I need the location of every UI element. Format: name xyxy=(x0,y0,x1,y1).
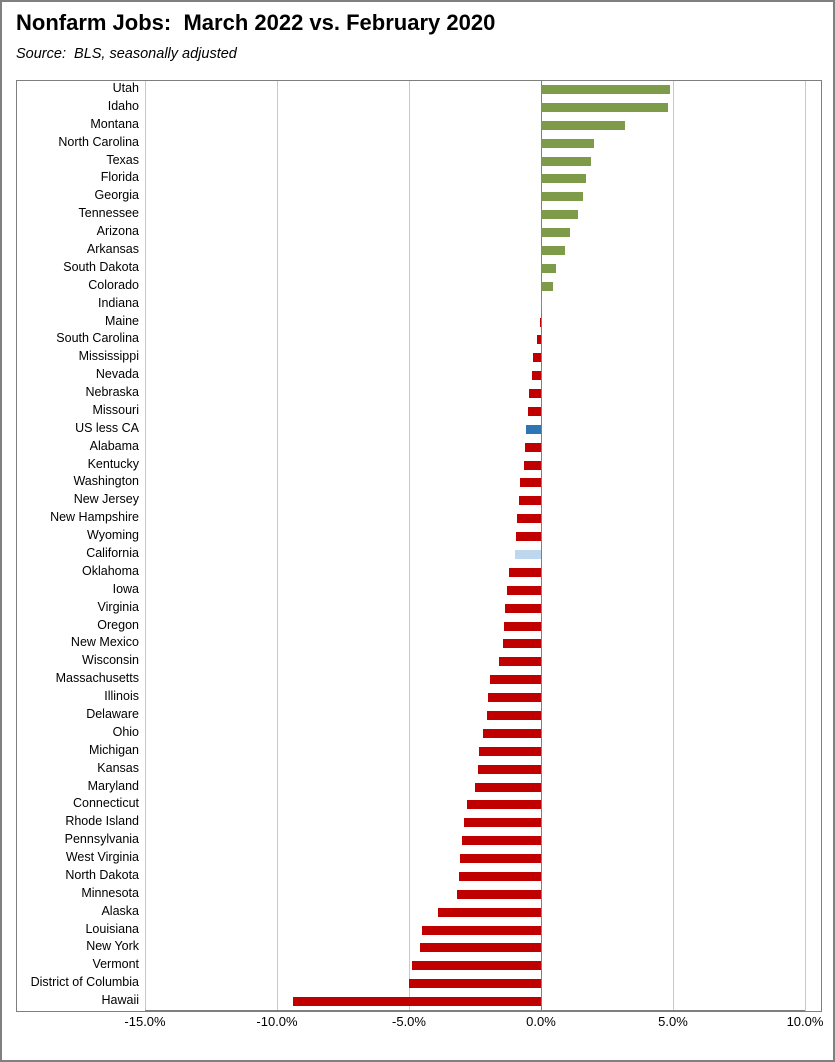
bar-row xyxy=(65,867,805,887)
category-label: Utah xyxy=(112,81,139,95)
bar xyxy=(519,496,541,505)
bar-row xyxy=(65,814,805,833)
bar xyxy=(540,318,541,327)
bar xyxy=(541,192,583,201)
bar xyxy=(541,246,565,255)
category-label: Oregon xyxy=(97,617,139,632)
category-label: Ohio xyxy=(112,724,139,739)
category-label: Arizona xyxy=(96,224,139,239)
bar xyxy=(483,729,541,738)
bar xyxy=(422,926,541,935)
bar xyxy=(541,121,625,130)
category-label: Minnesota xyxy=(81,885,139,900)
bar-row xyxy=(30,975,805,994)
bar xyxy=(409,979,541,988)
category-label: Missouri xyxy=(92,402,139,417)
bar-row xyxy=(97,295,805,315)
category-label: Vermont xyxy=(92,957,139,972)
x-tick-label: -5.0% xyxy=(392,1014,426,1029)
bar-series xyxy=(30,81,805,1011)
bar xyxy=(532,371,541,380)
bar-row xyxy=(72,796,805,815)
bar xyxy=(515,550,541,559)
bar xyxy=(293,997,541,1006)
x-tick-label: -10.0% xyxy=(256,1014,298,1029)
bar xyxy=(517,514,541,523)
bar xyxy=(479,747,541,756)
bar xyxy=(420,943,541,952)
bar xyxy=(528,407,541,416)
bar xyxy=(541,282,553,291)
bar xyxy=(412,961,541,970)
category-label: Washington xyxy=(73,474,139,489)
category-label: Wyoming xyxy=(87,528,139,543)
bar xyxy=(541,174,586,183)
category-label: Kansas xyxy=(97,760,139,775)
bar-row xyxy=(56,331,805,350)
category-label: Delaware xyxy=(86,706,139,721)
bar xyxy=(460,854,541,863)
bar-row xyxy=(92,957,805,976)
bar xyxy=(520,478,541,487)
category-label: Alabama xyxy=(89,438,139,453)
bar-row xyxy=(75,420,805,440)
x-tick-label: 5.0% xyxy=(658,1014,688,1029)
category-label: South Carolina xyxy=(56,331,139,346)
category-label: Georgia xyxy=(94,188,139,203)
bar-row xyxy=(112,581,805,601)
bar-row xyxy=(86,939,805,958)
bar xyxy=(464,818,541,827)
bar xyxy=(541,139,594,148)
bar xyxy=(541,228,570,237)
bar-row xyxy=(96,224,805,243)
bar-row xyxy=(97,599,805,619)
bar-row xyxy=(81,885,805,905)
category-label: Montana xyxy=(90,116,139,131)
plot-area xyxy=(30,81,805,1011)
category-label: Louisiana xyxy=(85,921,139,936)
category-label: New Mexico xyxy=(70,635,139,650)
category-label: New Hampshire xyxy=(50,510,139,525)
category-label: Nevada xyxy=(95,367,139,382)
category-label: Mississippi xyxy=(78,349,139,364)
bar xyxy=(475,783,541,792)
bar-row xyxy=(65,850,805,869)
category-label: Michigan xyxy=(88,742,139,757)
category-label: Wisconsin xyxy=(82,653,139,668)
category-label: Hawaii xyxy=(101,993,139,1008)
category-label: Arkansas xyxy=(86,241,139,256)
bar-row xyxy=(82,563,805,583)
category-label: Kentucky xyxy=(87,456,139,471)
bar xyxy=(487,711,541,720)
bar-row xyxy=(92,402,805,422)
bar-row xyxy=(50,510,805,529)
bar-row xyxy=(100,170,805,189)
category-label: California xyxy=(86,546,139,560)
category-label: Virginia xyxy=(97,599,139,614)
bar-row xyxy=(88,277,805,297)
bar-row xyxy=(95,367,805,386)
bar xyxy=(478,765,541,774)
bar-row xyxy=(87,528,805,547)
bar xyxy=(541,210,578,219)
bar xyxy=(526,425,541,434)
bar xyxy=(533,353,541,362)
bar-row xyxy=(104,313,805,333)
category-label: New Jersey xyxy=(73,492,139,507)
bar xyxy=(467,800,541,809)
bar-row xyxy=(82,653,805,672)
bar-row xyxy=(89,438,805,458)
category-label: Florida xyxy=(100,170,139,185)
category-label: Nebraska xyxy=(85,385,139,400)
bar-row xyxy=(73,474,805,493)
gridline xyxy=(805,81,806,1011)
category-label: US less CA xyxy=(75,420,139,435)
category-label: Connecticut xyxy=(72,796,139,811)
category-label: North Carolina xyxy=(58,134,139,149)
bar-row xyxy=(85,385,805,404)
category-label: Maryland xyxy=(87,778,139,793)
x-tick-label: 0.0% xyxy=(526,1014,556,1029)
bar xyxy=(499,657,541,666)
bar-row xyxy=(104,689,805,708)
bar-row xyxy=(64,832,805,851)
bar xyxy=(504,622,541,631)
bar-row xyxy=(63,259,805,279)
bar-row xyxy=(88,742,805,762)
category-label: Indiana xyxy=(97,295,139,310)
bar xyxy=(525,443,541,452)
category-label: Illinois xyxy=(104,689,139,704)
bar-row xyxy=(86,546,805,565)
bar xyxy=(490,675,541,684)
bar-row xyxy=(78,349,805,368)
bar xyxy=(438,908,541,917)
category-label: District of Columbia xyxy=(30,975,139,990)
bar-row xyxy=(73,492,805,511)
category-label: Rhode Island xyxy=(65,814,139,829)
bar-row xyxy=(86,706,805,726)
bar xyxy=(457,890,541,899)
page-title: Nonfarm Jobs: March 2022 vs. February 2020 xyxy=(16,10,496,35)
bar-row xyxy=(55,671,805,690)
bar-row xyxy=(112,81,805,100)
bar-row xyxy=(106,152,805,172)
bar-row xyxy=(94,188,805,207)
category-label: Maine xyxy=(104,313,139,328)
bar-row xyxy=(86,241,805,261)
bar xyxy=(516,532,541,541)
bar-row xyxy=(97,617,805,637)
x-tick-label: 10.0% xyxy=(786,1014,824,1029)
bar-row xyxy=(107,98,805,118)
category-label: Texas xyxy=(106,152,139,167)
bar-row xyxy=(112,724,805,744)
category-label: Tennessee xyxy=(78,206,139,221)
bar-row xyxy=(101,903,805,923)
chart-subtitle: Source: BLS, seasonally adjusted xyxy=(16,46,237,62)
bar xyxy=(505,604,541,613)
bar-row xyxy=(87,456,805,476)
x-axis-line xyxy=(145,1010,805,1011)
bar xyxy=(541,264,556,273)
category-label: New York xyxy=(86,939,139,954)
category-label: West Virginia xyxy=(65,850,139,865)
category-label: Idaho xyxy=(107,98,139,113)
category-label: Massachusetts xyxy=(55,671,139,686)
bar-row xyxy=(58,134,805,154)
category-label: North Dakota xyxy=(65,867,139,882)
bar-row xyxy=(70,635,805,654)
bar xyxy=(537,335,541,344)
category-label: Alaska xyxy=(101,903,139,918)
bar-row xyxy=(90,116,805,136)
bar-row xyxy=(97,760,805,780)
x-tick-label: -15.0% xyxy=(124,1014,166,1029)
bar xyxy=(541,157,591,166)
category-label: South Dakota xyxy=(63,259,139,274)
bar xyxy=(507,586,541,595)
category-label: Oklahoma xyxy=(82,563,139,578)
category-label: Pennsylvania xyxy=(64,832,139,847)
bar xyxy=(529,389,541,398)
bar-row xyxy=(85,921,805,941)
bar xyxy=(541,300,542,309)
category-label: Iowa xyxy=(112,581,139,596)
bar xyxy=(524,461,541,470)
bar xyxy=(488,693,541,702)
bar xyxy=(462,836,541,845)
category-label: Colorado xyxy=(88,277,139,292)
bar-row xyxy=(87,778,805,798)
x-axis-ticks xyxy=(124,1014,824,1034)
bar xyxy=(541,103,668,112)
bar xyxy=(503,639,541,648)
bar-row xyxy=(78,206,805,225)
bar xyxy=(509,568,541,577)
bar xyxy=(459,872,541,881)
bar xyxy=(541,85,670,94)
